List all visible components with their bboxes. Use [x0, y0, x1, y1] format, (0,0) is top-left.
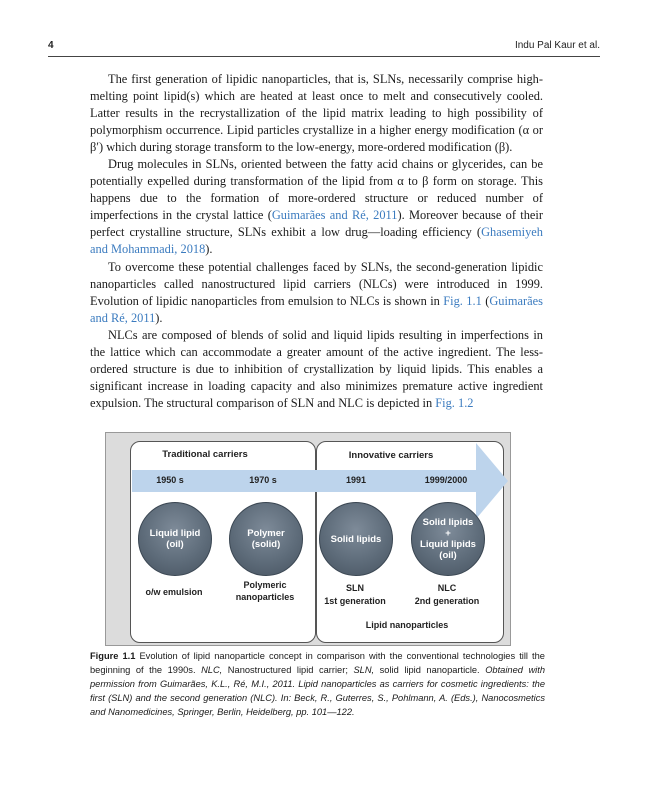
figure-1-1: [105, 432, 511, 646]
permission-note: Obtained with permission from Guimarães, K.L., Ré, M.I., 2011. Lipid nanoparticles as carriers for cosmetic ingredients: the first (SLN) and the second generation (NLC). In: Beck, R., Guterres, S., Pohlmann, A. (Eds.), Nanocosmetics and Nanomedicines, Springer, Berlin, Heidelberg, pp. 101—122.: [90, 665, 545, 717]
figure-link[interactable]: Fig. 1.1: [443, 293, 482, 308]
year-label: 1999/2000: [424, 475, 468, 485]
paragraph-2: Drug molecules in SLNs, oriented between the fatty acid chains or glycerides, can be potentially expelled during transformation of the lipid from α to β form on storage. This happens due to the formation of more-ordered structure or reduced number of imperfections in the crystal lattice (Guimarães and Ré, 2011). Moreover because of their perfect crystalline structure, SLNs exhibit a low drug—loading efficiency (Ghasemiyeh and Mohammadi, 2018).: [90, 157, 543, 257]
figure-link[interactable]: Fig. 1.2: [435, 395, 474, 410]
label-ow-emulsion: o/w emulsion: [145, 587, 203, 597]
circle-liquid-lipid: Liquid lipid (oil): [138, 502, 212, 576]
lipid-nanoparticles-label: Lipid nanoparticles: [365, 620, 449, 630]
paragraph-3: To overcome these potential challenges faced by SLNs, the second-generation lipidic nanoparticles called nanostructured lipid carriers (NLCs) were introduced in 1999. Evolution of lipidic nanoparticles from emulsion to NLCs is shown in Fig. 1.1 (Guimarães and Ré, 2011).: [90, 259, 543, 325]
circle-polymer: Polymer (solid): [229, 502, 303, 576]
paragraph-4: NLCs are composed of blends of solid and liquid lipids resulting in imperfections in the lattice which can accommodate a greater amount of the active ingredient. The less-ordered structure is due to inhibition of crystallization by liquid lipids. This enables a significant increase in loading capacity and also minimizes premature active ingredient expulsion. The structural comparison of SLN and NLC is depicted in Fig. 1.2: [90, 327, 543, 410]
label-nanoparticles: nanoparticles: [235, 592, 295, 602]
label-nlc: NLC: [437, 583, 457, 593]
figure-caption: Figure 1.1 Evolution of lipid nanoparticle concept in comparison with the conventional technologies till the beginning of the 1990s. NLC, Nanostructured lipid carrier; SLN, solid lipid nanoparticle. Obtained with permission from Guimarães, K.L., Ré, M.I., 2011. Lipid nanoparticles as carriers for cosmetic ingredients: the first (SLN) and the second generation (NLC). In: Beck, R., Guterres, S., Pohlmann, A. (Eds.), Nanocosmetics and Nanomedicines, Springer, Berlin, Heidelberg, pp. 101—122.: [90, 651, 545, 717]
label-polymeric: Polymeric: [243, 580, 287, 590]
running-author: Indu Pal Kaur et al.: [514, 40, 600, 51]
circle-solid-liquid-lipids: Solid lipids + Liquid lipids (oil): [411, 502, 485, 576]
traditional-carriers-title: Traditional carriers: [162, 449, 248, 460]
label-2nd-generation: 2nd generation: [414, 596, 480, 606]
label-1st-generation: 1st generation: [324, 596, 386, 606]
year-label: 1991: [345, 475, 367, 485]
circle-solid-lipids: Solid lipids: [319, 502, 393, 576]
year-label: 1950 s: [156, 475, 184, 485]
label-sln: SLN: [346, 583, 364, 593]
paragraph-1: The first generation of lipidic nanoparticles, that is, SLNs, necessarily comprise high-melting point lipid(s) which are heated at least once to melt and consecutively cooled. Latter results in the recrystallization of the lipid matrix leading to high possibility of polymorphism occurrence. Lipid particles crystallize in a higher energy modification (α or β′) which during storage transform to the low-energy, more-ordered modification (β).: [90, 72, 543, 155]
citation-link[interactable]: Guimarães and Ré, 2011: [90, 293, 543, 325]
citation-link[interactable]: Guimarães and Ré, 2011: [271, 208, 398, 223]
page-number: 4: [48, 40, 54, 51]
innovative-carriers-title: Innovative carriers: [348, 450, 434, 461]
citation-link[interactable]: Ghasemiyeh and Mohammadi, 2018: [90, 225, 543, 257]
figure-label: Figure 1.1: [90, 651, 136, 661]
body-text: [90, 71, 543, 412]
running-header: [48, 40, 600, 54]
header-rule: [48, 56, 600, 57]
year-label: 1970 s: [249, 475, 277, 485]
